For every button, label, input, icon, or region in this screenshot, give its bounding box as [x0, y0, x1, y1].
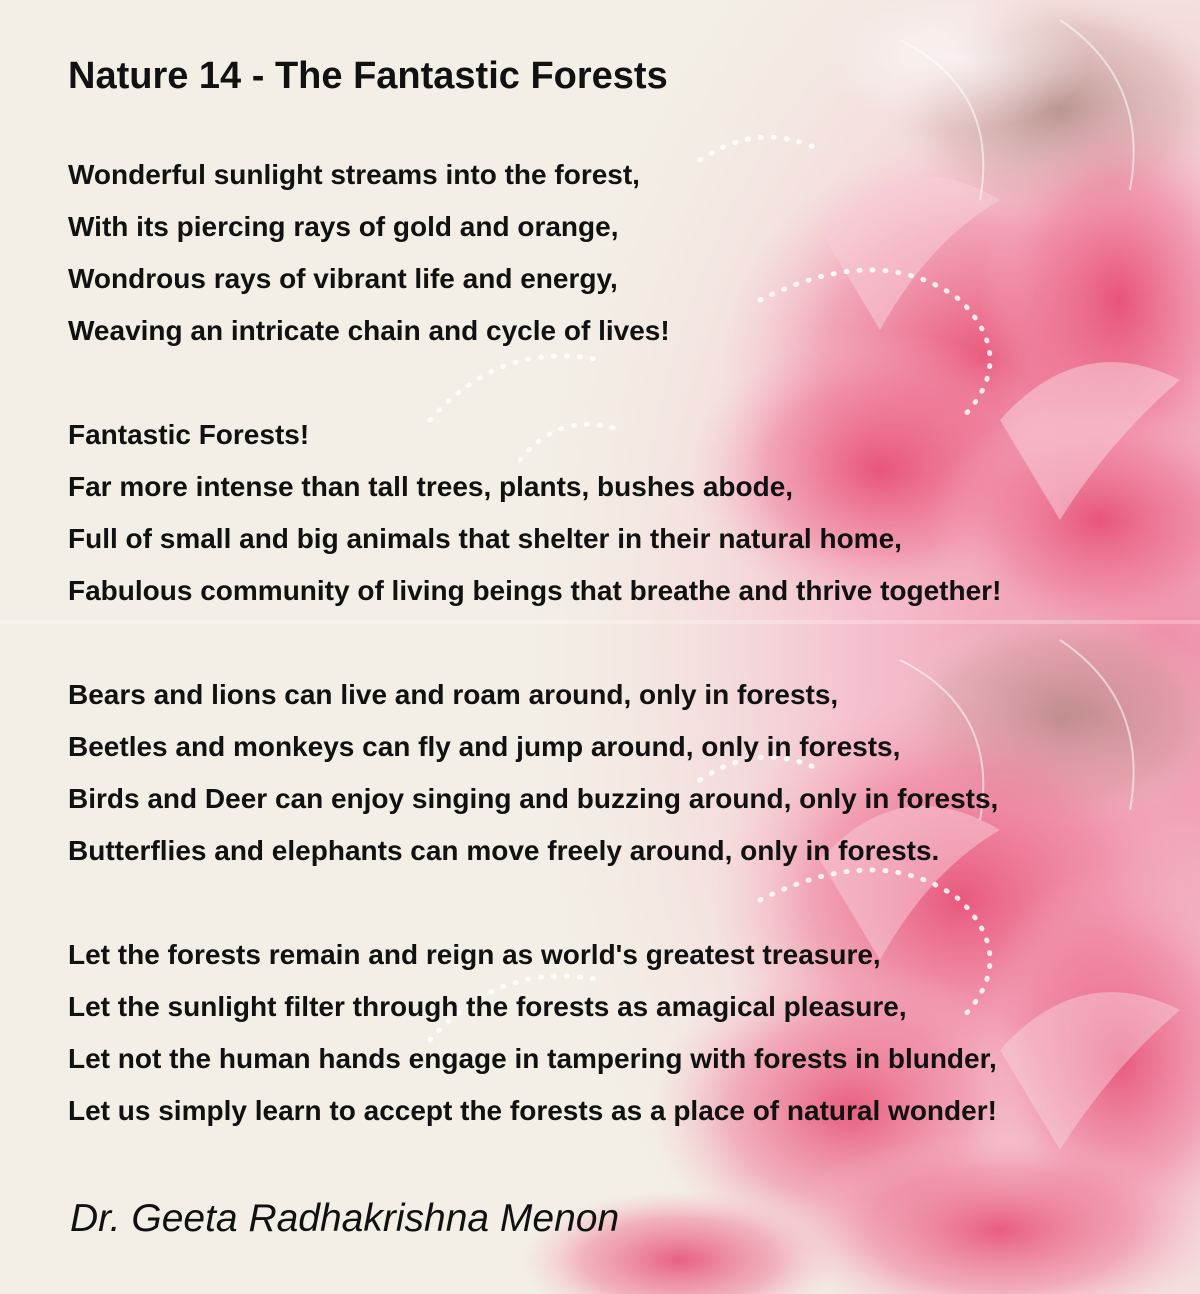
poem-line: Fabulous community of living beings that breathe and thrive together!: [68, 575, 1002, 606]
stanza-4: [68, 929, 997, 1137]
poem-line: Butterflies and elephants can move freely around, only in forests.: [68, 835, 940, 866]
poem-line: With its piercing rays of gold and orange,: [68, 211, 619, 242]
poem-line: Bears and lions can live and roam around, only in forests,: [68, 679, 839, 710]
poem-line: Let the sunlight filter through the forests as amagical pleasure,: [68, 991, 907, 1022]
poem-title: Nature 14 - The Fantastic Forests: [68, 55, 668, 97]
poem-line: Fantastic Forests!: [68, 419, 310, 450]
poem-line: Beetles and monkeys can fly and jump around, only in forests,: [68, 731, 901, 762]
poem-line: Birds and Deer can enjoy singing and buzzing around, only in forests,: [68, 783, 999, 814]
poem-line: Let the forests remain and reign as world's greatest treasure,: [68, 939, 881, 970]
poem-line: Weaving an intricate chain and cycle of lives!: [68, 315, 670, 346]
stanza-1: [68, 149, 670, 357]
poem-author: Dr. Geeta Radhakrishna Menon: [70, 1197, 620, 1240]
poem-line: Let us simply learn to accept the forests as a place of natural wonder!: [68, 1095, 997, 1126]
poem-line: Far more intense than tall trees, plants, bushes abode,: [68, 471, 794, 502]
stanza-3: [68, 669, 998, 877]
poem-line: Full of small and big animals that shelter in their natural home,: [68, 523, 902, 554]
poem-line: Wonderful sunlight streams into the forest,: [68, 159, 640, 190]
poem-line: Wondrous rays of vibrant life and energy,: [68, 263, 618, 294]
stanza-2: [68, 409, 1001, 617]
poem-line: Let not the human hands engage in tampering with forests in blunder,: [68, 1043, 997, 1074]
